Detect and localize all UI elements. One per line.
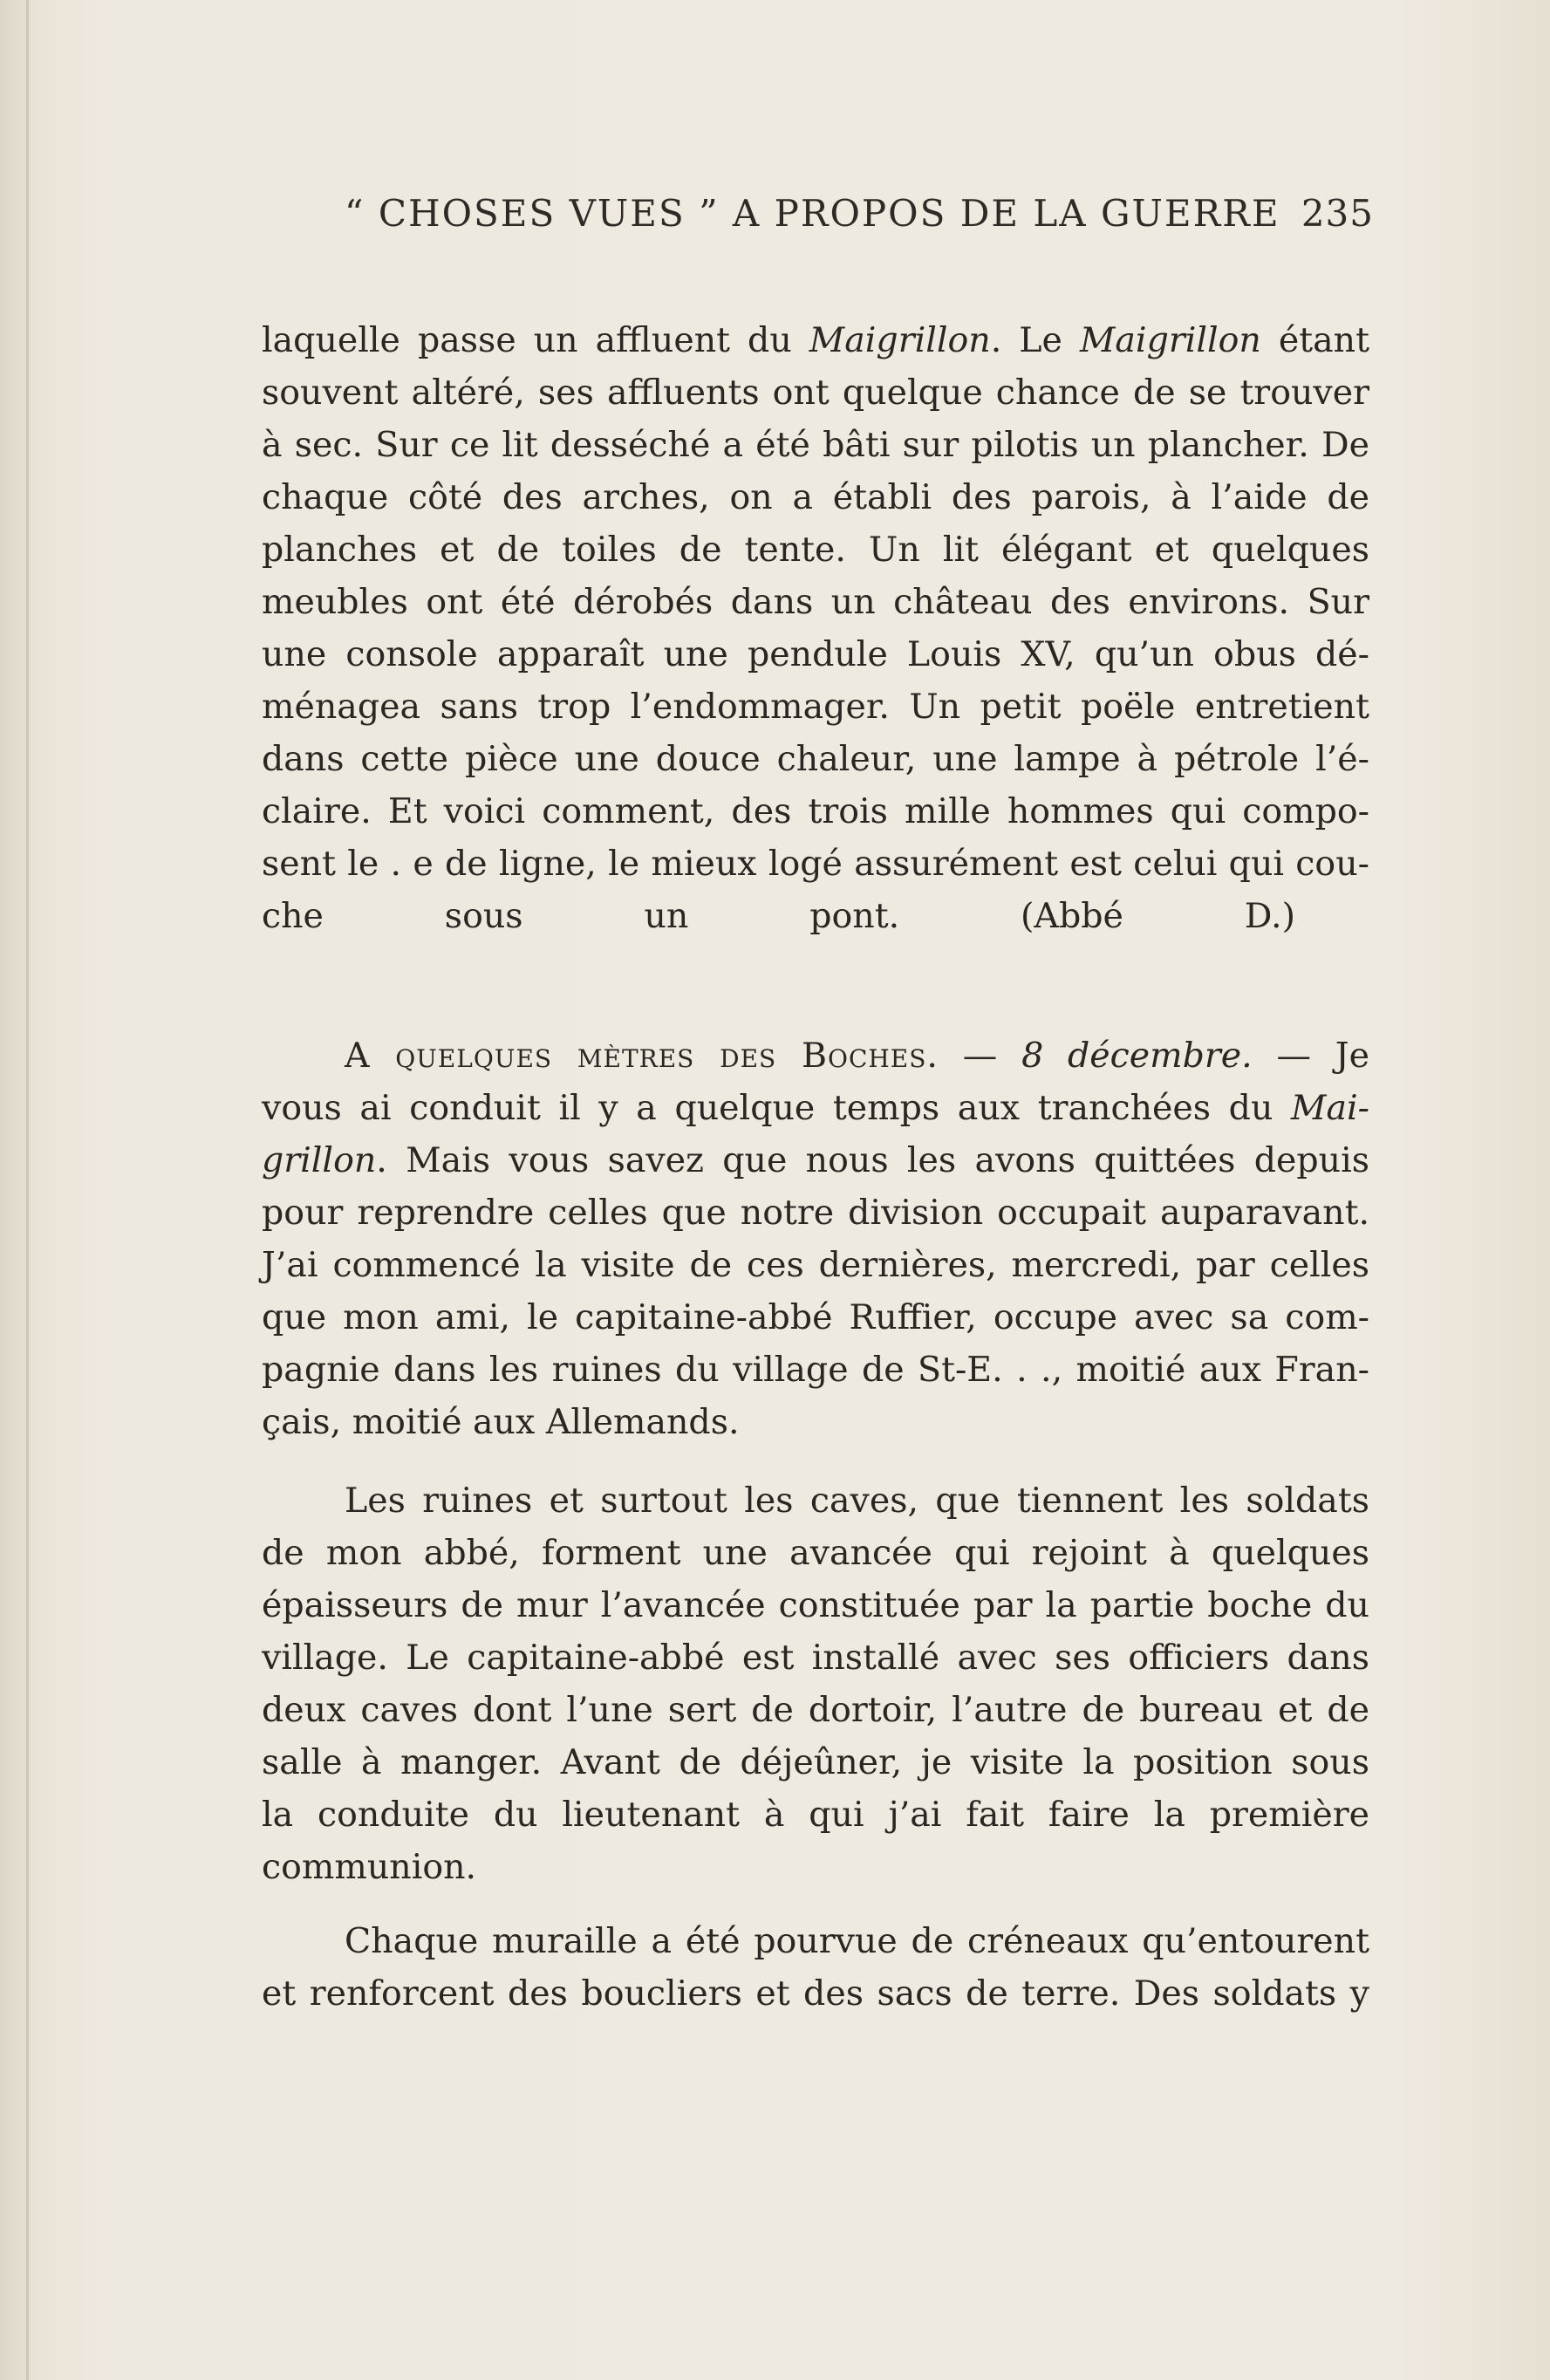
text-line: ménagea sans trop l’endommager. Un petit poële entretient <box>262 687 1369 727</box>
italic-place-name: Maigrillon <box>809 320 991 360</box>
text-line: pour reprendre celles que notre division occupait auparavant. <box>262 1193 1369 1233</box>
text-line: meubles ont été dérobés dans un château des environs. Sur <box>262 582 1369 622</box>
text-line: pagnie dans les ruines du village de St-E. . ., moitié aux Fran- <box>262 1350 1369 1390</box>
page-number: 235 <box>1301 192 1374 235</box>
text-line: grillon. Mais vous savez que nous les avons quittées depuis <box>262 1140 1369 1180</box>
text-line: épaisseurs de mur l’avancée constituée par la partie boche du <box>262 1585 1369 1625</box>
text-line: çais, moitié aux Allemands. <box>262 1402 740 1442</box>
text-line: sent le . e de ligne, le mieux logé assurément est celui qui cou- <box>262 844 1369 884</box>
text-line: J’ai commencé la visite de ces dernières, mercredi, par celles <box>262 1245 1369 1285</box>
text-line: une console apparaît une pendule Louis XV, qu’un obus dé- <box>262 634 1369 674</box>
text-line-end: che sous un pont. <box>262 896 900 936</box>
text-line: salle à manger. Avant de déjeûner, je visite la position sous <box>262 1742 1369 1782</box>
text-line: communion. <box>262 1847 477 1887</box>
text-line: vous ai conduit il y a quelque temps aux tranchées du Mai- <box>262 1088 1369 1128</box>
section-date: 8 décembre. <box>1021 1036 1253 1076</box>
italic-place-name: Maigrillon <box>1079 320 1261 360</box>
text-line: chaque côté des arches, on a établi des parois, à l’aide de <box>262 477 1369 517</box>
text-line: et renforcent des boucliers et des sacs de terre. Des soldats y <box>262 1973 1369 2014</box>
text-line: claire. Et voici comment, des trois mille hommes qui compo- <box>262 791 1369 831</box>
text-line: souvent altéré, ses affluents ont quelque chance de se trouver <box>262 373 1369 413</box>
text-line: planches et de toiles de tente. Un lit élégant et quelques <box>262 530 1369 570</box>
text-line-with-signature <box>262 890 1369 942</box>
text-line: village. Le capitaine-abbé est installé avec ses officiers dans <box>262 1638 1369 1678</box>
text-line: Chaque muraille a été pourvue de créneaux qu’entourent <box>345 1921 1369 1961</box>
text-line: Les ruines et surtout les caves, que tiennent les soldats <box>345 1481 1369 1521</box>
running-title: “ CHOSES VUES ” A PROPOS DE LA GUERRE <box>345 192 1280 235</box>
text-line: la conduite du lieutenant à qui j’ai fait faire la première <box>262 1795 1369 1835</box>
section-heading-line: A quelques mètres des Boches. — 8 décembre. — Je <box>345 1036 1369 1076</box>
section-heading: A quelques mètres des Boches. <box>345 1036 939 1076</box>
author-signature: (Abbé D.) <box>1021 896 1295 936</box>
text-line: de mon abbé, forment une avancée qui rejoint à quelques <box>262 1533 1369 1573</box>
text-line: deux caves dont l’une sert de dortoir, l’autre de bureau et de <box>262 1690 1369 1730</box>
text-line: dans cette pièce une douce chaleur, une lampe à pétrole l’é- <box>262 739 1369 779</box>
text-line: que mon ami, le capitaine-abbé Ruffier, occupe avec sa com- <box>262 1297 1369 1337</box>
text-line: à sec. Sur ce lit desséché a été bâti sur pilotis un plancher. De <box>262 425 1369 465</box>
running-header <box>345 192 1374 244</box>
text-line: laquelle passe un affluent du Maigrillon. Le Maigrillon étant <box>262 320 1369 360</box>
page-binding-edge <box>26 0 29 2380</box>
